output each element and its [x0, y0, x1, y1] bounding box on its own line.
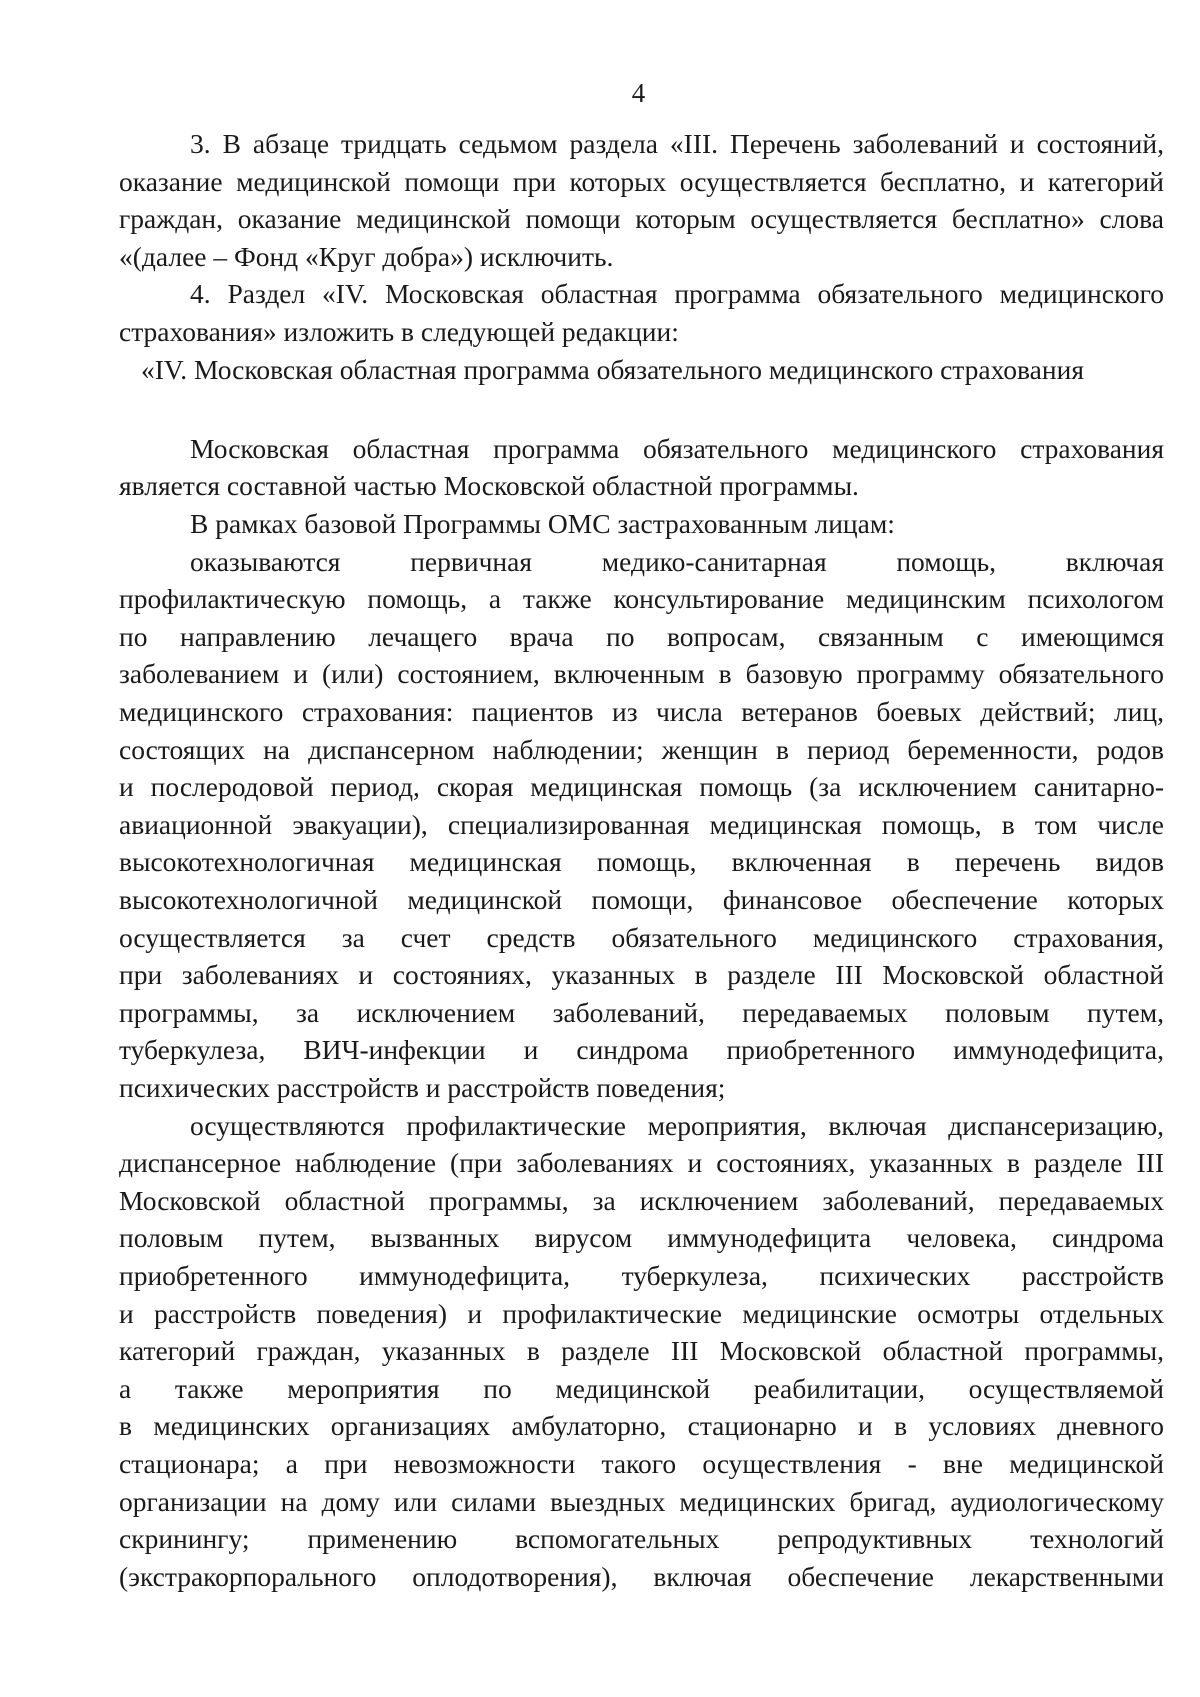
text-line: половым путем, вызванных вирусом иммунодефицита человека, синдрома: [119, 1222, 1164, 1253]
text-line: и расстройств поведения) и профилактические медицинские осмотры отдельных: [119, 1298, 1164, 1329]
text-line: программы, за исключением заболеваний, передаваемых половым путем,: [119, 997, 1164, 1028]
text-line: при заболеваниях и состояниях, указанных в разделе III Московской областной: [119, 959, 1164, 990]
text-line: 3. В абзаце тридцать седьмом раздела «III. Перечень заболеваний и состояний,: [190, 128, 1164, 159]
text-line: заболеванием и (или) состоянием, включенным в базовую программу обязательного: [119, 658, 1164, 689]
text-line: по направлению лечащего врача по вопросам, связанным с имеющимся: [119, 621, 1164, 652]
text-line: страхования» изложить в следующей редакции:: [119, 316, 679, 347]
page-number: 4: [631, 78, 646, 108]
text-line: оказываются первичная медико-санитарная помощь, включая: [190, 546, 1164, 577]
text-line: высокотехнологичной медицинской помощи, финансовое обеспечение которых: [119, 884, 1164, 915]
text-line: Московская областная программа обязательного медицинского страхования: [190, 433, 1164, 464]
text-line: организации на дому или силами выездных медицинских бригад, аудиологическому: [119, 1486, 1164, 1517]
text-line: высокотехнологичная медицинская помощь, включенная в перечень видов: [119, 846, 1164, 877]
section-heading: «IV. Московская областная программа обязательного медицинского страхования: [141, 354, 1084, 385]
text-line: медицинского страхования: пациентов из числа ветеранов боевых действий; лиц,: [119, 696, 1164, 727]
text-line: стационара; а при невозможности такого осуществления - вне медицинской: [119, 1448, 1164, 1479]
text-line: диспансерное наблюдение (при заболеваниях и состояниях, указанных в разделе III: [119, 1147, 1164, 1178]
text-line: категорий граждан, указанных в разделе III Московской областной программы,: [119, 1335, 1164, 1366]
text-line: психических расстройств и расстройств поведения;: [119, 1072, 726, 1103]
text-line: осуществляются профилактические мероприятия, включая диспансеризацию,: [190, 1110, 1164, 1141]
text-line: приобретенного иммунодефицита, туберкулеза, психических расстройств: [119, 1260, 1164, 1291]
text-line: и послеродовой период, скорая медицинская помощь (за исключением санитарно-: [119, 771, 1164, 802]
text-line: туберкулеза, ВИЧ-инфекции и синдрома приобретенного иммунодефицита,: [119, 1034, 1164, 1065]
text-line: является составной частью Московской областной программы.: [119, 470, 859, 501]
text-line: осуществляется за счет средств обязательного медицинского страхования,: [119, 922, 1164, 953]
text-line: профилактическую помощь, а также консультирование медицинским психологом: [119, 583, 1164, 614]
text-line: Московской областной программы, за исключением заболеваний, передаваемых: [119, 1185, 1164, 1216]
text-line: а также мероприятия по медицинской реабилитации, осуществляемой: [119, 1373, 1164, 1404]
text-line: авиационной эвакуации), специализированная медицинская помощь, в том числе: [119, 809, 1164, 840]
text-line: в медицинских организациях амбулаторно, стационарно и в условиях дневного: [119, 1410, 1164, 1441]
text-line: В рамках базовой Программы ОМС застрахованным лицам:: [190, 508, 895, 539]
text-line: граждан, оказание медицинской помощи которым осуществляется бесплатно» слова: [119, 203, 1164, 234]
text-line: «(далее – Фонд «Круг добра») исключить.: [119, 241, 614, 272]
text-line: состоящих на диспансерном наблюдении; женщин в период беременности, родов: [119, 734, 1164, 765]
text-line: 4. Раздел «IV. Московская областная программа обязательного медицинского: [190, 278, 1164, 309]
text-line: скринингу; применению вспомогательных репродуктивных технологий: [119, 1523, 1164, 1554]
text-line: (экстракорпорального оплодотворения), включая обеспечение лекарственными: [119, 1561, 1164, 1592]
text-line: оказание медицинской помощи при которых осуществляется бесплатно, и категорий: [119, 166, 1164, 197]
